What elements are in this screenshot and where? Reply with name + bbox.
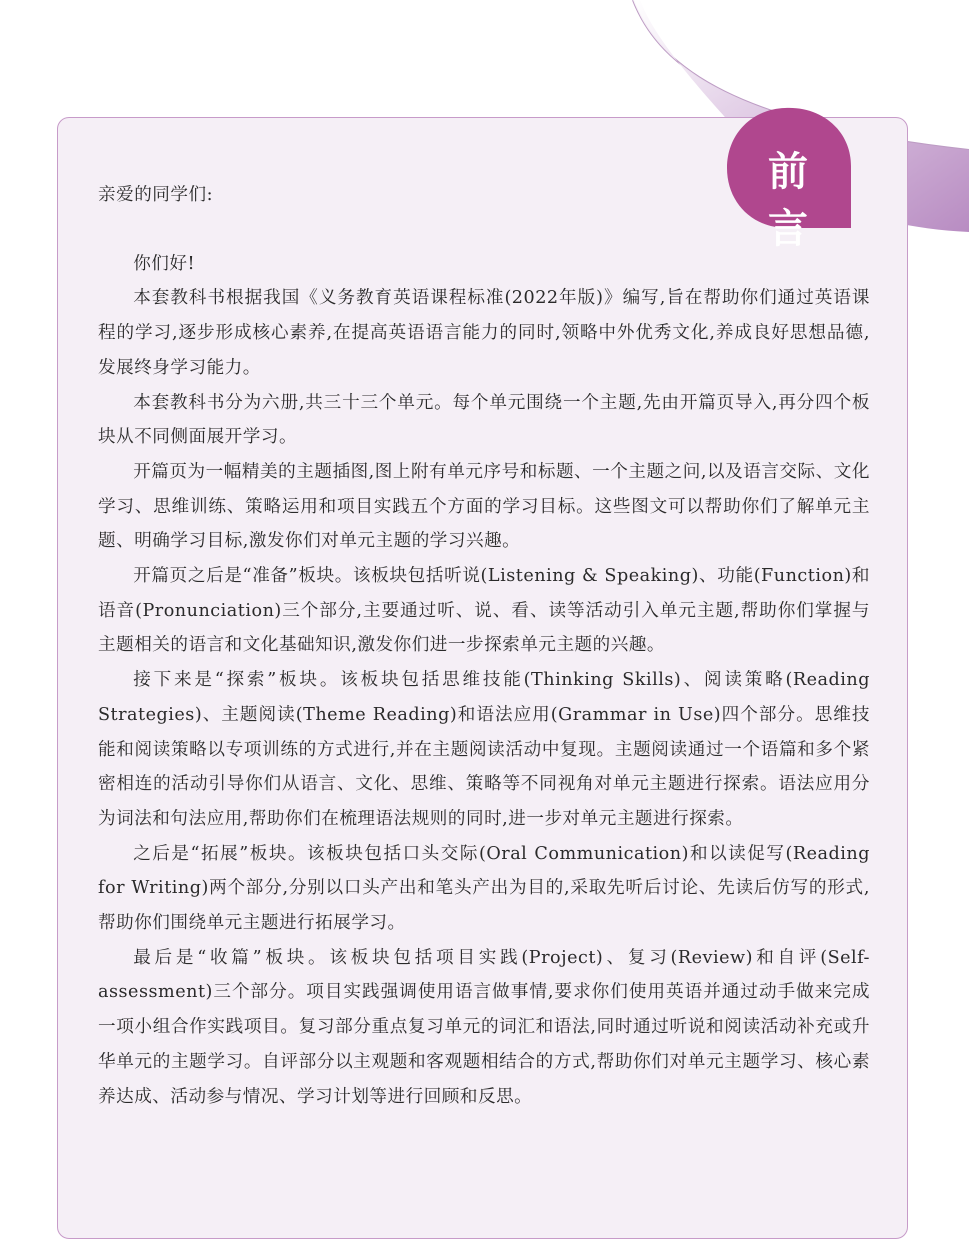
letter-body [98, 178, 870, 1114]
wrap-up-paragraph: 最后是“收篇”板块。该板块包括项目实践(Project)、复习(Review)和自评(Self-assessment)三个部分。项目实践强调使用语言做事情,要求你们使用英语并通过动手做来完成一项小组合作实践项目。复习部分重点复习单元的词汇和语法,同时通过听说和阅读活动补充或升华单元的主题学习。自评部分以主观题和客观题相结合的方式,帮助你们对单元主题学习、核心素养达成、活动参与情况、学习计划等进行回顾和反思。 [98, 947, 870, 1107]
preparation-paragraph: 开篇页之后是“准备”板块。该板块包括听说(Listening & Speaking)、功能(Function)和语音(Pronunciation)三个部分,主要通过听、说、看、读等活动引入单元主题,帮助你们掌握与主题相关的语言和文化基础知识,激发你们进一步探索单元主题的兴趣。 [98, 566, 870, 656]
page-title: 前 言 [768, 149, 818, 252]
exploration-paragraph: 接下来是“探索”板块。该板块包括思维技能(Thinking Skills)、阅读策略(Reading Strategies)、主题阅读(Theme Reading)和语法应用(Grammar in Use)四个部分。思维技能和阅读策略以专项训练的方式进行,并在主题阅读活动中复现。主题阅读通过一个语篇和多个紧密相连的活动引导你们从语言、文化、思维、策略等不同视角对单元主题进行探索。语法应用分为词法和句法应用,帮助你们在梳理语法规则的同时,进一步对单元主题进行探索。 [98, 670, 870, 829]
opening-page-paragraph: 开篇页为一幅精美的主题插图,图上附有单元序号和标题、一个主题之问,以及语言交际、文化学习、思维训练、策略运用和项目实践五个方面的学习目标。这些图文可以帮助你们了解单元主题、明确学习目标,激发你们对单元主题的学习兴趣。 [98, 461, 870, 552]
greeting-paragraph: 你们好! [133, 253, 196, 274]
salutation: 亲爱的同学们: [98, 185, 213, 205]
intro-paragraph: 本套教科书根据我国《义务教育英语课程标准(2022年版)》编写,旨在帮助你们通过英语课程的学习,逐步形成核心素养,在提高英语语言能力的同时,领略中外优秀文化,养成良好思想品德,发展终身学习能力。 [98, 288, 870, 378]
extension-paragraph: 之后是“拓展”板块。该板块包括口头交际(Oral Communication)和以读促写(Reading for Writing)两个部分,分别以口头产出和笔头产出为目的,采取先听后讨论、先读后仿写的形式,帮助你们围绕单元主题进行拓展学习。 [98, 843, 870, 934]
structure-paragraph: 本套教科书分为六册,共三十三个单元。每个单元围绕一个主题,先由开篇页导入,再分四个板块从不同侧面展开学习。 [98, 392, 870, 448]
